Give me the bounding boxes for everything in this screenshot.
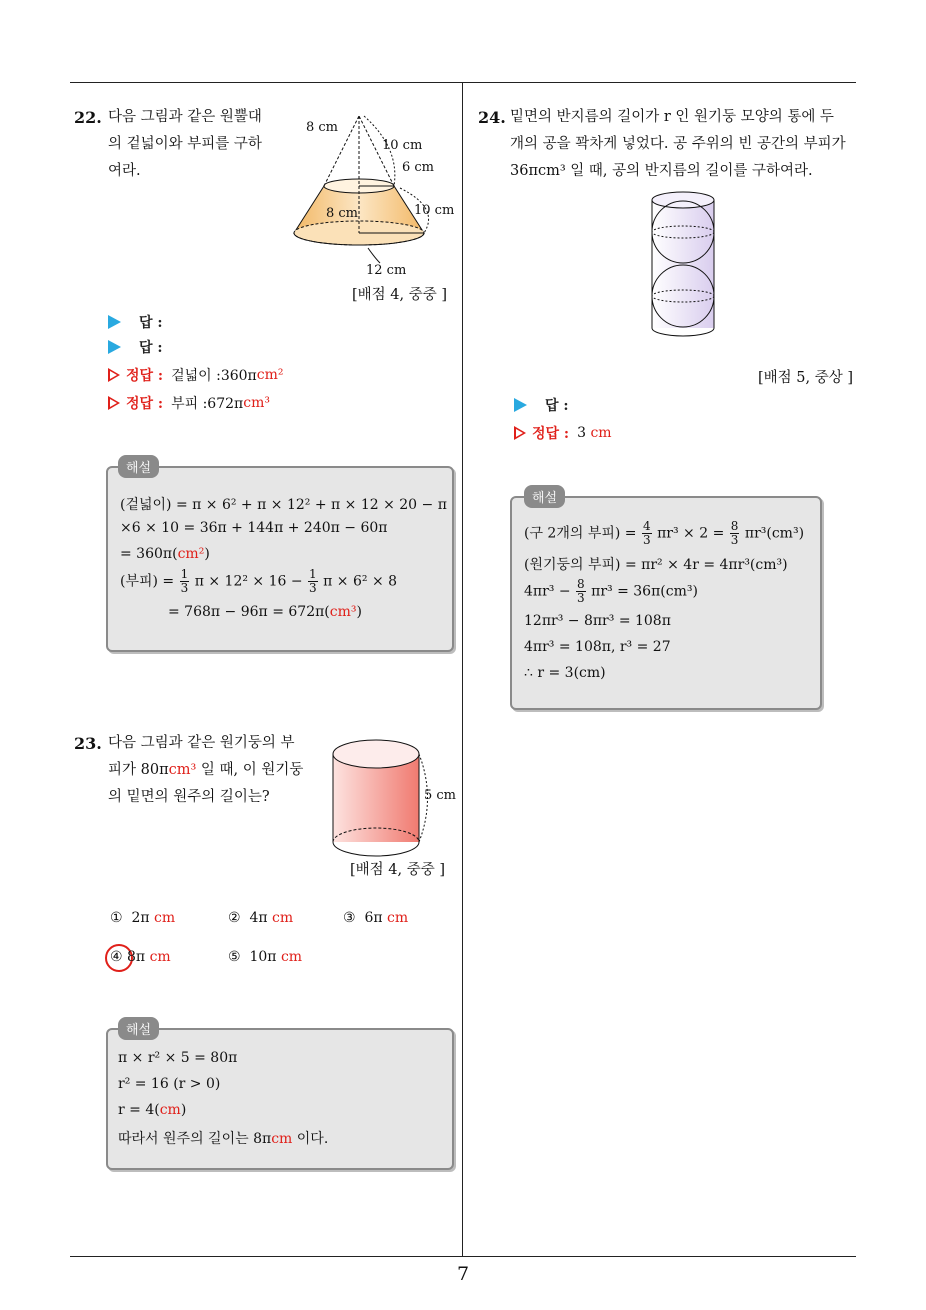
question-number: 23. <box>74 734 102 753</box>
explain-line: r² = 16 (r > 0) <box>118 1076 221 1092</box>
choice-3[interactable]: ③ 6π cm <box>343 910 409 926</box>
explanation-tag: 해설 <box>118 455 159 478</box>
explain-line: (구 2개의 부피) = $\frac{4}{3}$ πr³ × 2 = $\frac{8}{3}$ πr³(cm³) <box>524 519 805 547</box>
fraction: $\frac{1}{3}$ <box>309 567 317 595</box>
question-number: 22. <box>74 108 102 127</box>
explain-line: = 360π(cm²) <box>120 546 210 562</box>
label-r-bottom: 12 cm <box>366 263 407 278</box>
label-height: 5 cm <box>424 788 457 803</box>
label-r-top: 6 cm <box>402 160 435 175</box>
explanation-tag: 해설 <box>118 1017 159 1040</box>
correct-answer-1: 정답 : 겉넓이 :360π cm² <box>108 365 284 385</box>
label-slant-r: 10 cm <box>382 138 423 153</box>
play-icon <box>108 315 121 329</box>
choice-1[interactable]: ① 2π cm <box>110 910 176 926</box>
explain-line: r = 4(cm) <box>118 1102 187 1118</box>
explain-line: (원기둥의 부피) = πr² × 4r = 4πr³(cm³) <box>524 557 788 573</box>
label-inner: 8 cm <box>326 206 359 221</box>
label-slant-top: 8 cm <box>306 120 339 135</box>
explain-line: π × r² × 5 = 80π <box>118 1050 238 1066</box>
correct-answer: 정답 : 3 cm <box>514 423 612 443</box>
outline-play-icon <box>108 396 120 410</box>
score-meta: [배점 5, 중상 ] <box>758 370 854 386</box>
explain-line: 따라서 원주의 길이는 8πcm 이다. <box>118 1131 329 1147</box>
question-number: 24. <box>478 108 506 127</box>
explain-line: = 768π − 96π = 672π(cm³) <box>168 604 362 620</box>
answer-row: 답 : <box>514 395 569 415</box>
column-divider <box>462 82 463 1257</box>
fraction: $\frac{1}{3}$ <box>180 567 189 595</box>
answer-row-2: 답 : <box>108 337 163 357</box>
fraction: $\frac{8}{3}$ <box>730 519 739 547</box>
page-number: 7 <box>456 1263 470 1285</box>
play-icon <box>108 340 121 354</box>
score-meta: [배점 4, 중중 ] <box>350 862 446 878</box>
outline-play-icon <box>108 368 120 382</box>
cylinder-balls-figure <box>648 190 720 340</box>
footer-rule <box>70 1256 856 1257</box>
choice-5[interactable]: ⑤ 10π cm <box>228 949 303 965</box>
header-rule <box>70 82 856 83</box>
explain-line: 4πr³ = 108π, r³ = 27 <box>524 639 671 655</box>
question-text: 다음 그림과 같은 원기둥의 부 피가 80πcm³ 일 때, 이 원기둥 의 밑면의 원주의 길이는? <box>108 735 304 805</box>
explain-line: ×6 × 10 = 36π + 144π + 240π − 60π <box>120 520 388 536</box>
fraction: $\frac{8}{3}$ <box>577 577 585 605</box>
label-side: 10 cm <box>414 203 455 218</box>
score-meta: [배점 4, 중중 ] <box>352 287 448 303</box>
choice-2[interactable]: ② 4π cm <box>228 910 294 926</box>
correct-answer-2: 정답 : 부피 :672π cm³ <box>108 393 270 413</box>
play-icon <box>514 398 527 412</box>
outline-play-icon <box>514 426 526 440</box>
explain-line: (겉넓이) = π × 6² + π × 12² + π × 12 × 20 − π <box>120 497 447 513</box>
explain-line: 4πr³ − $\frac{8}{3}$ πr³ = 36π(cm³) <box>524 577 698 605</box>
explain-line: (부피) = $\frac{1}{3}$ π × 12² × 16 − $\frac{1}{3}$ π × 6² × 8 <box>120 567 398 595</box>
explanation-tag: 해설 <box>524 485 565 508</box>
explain-line: 12πr³ − 8πr³ = 108π <box>524 613 671 629</box>
answer-row-1: 답 : <box>108 312 163 332</box>
question-text: 다음 그림과 같은 원뿔대 의 겉넓이와 부피를 구하 여라. <box>108 109 262 179</box>
explain-line: ∴ r = 3(cm) <box>524 665 606 681</box>
fraction: $\frac{4}{3}$ <box>643 519 651 547</box>
question-text: 밑면의 반지름의 길이가 r 인 원기둥 모양의 통에 두 개의 공을 꽉차게 넣었다. 공 주위의 빈 공간의 부피가 36πcm³ 일 때, 공의 반지름의 길이를 구하여라. <box>510 109 846 179</box>
choice-4[interactable]: ④ 8π cm <box>110 949 171 965</box>
